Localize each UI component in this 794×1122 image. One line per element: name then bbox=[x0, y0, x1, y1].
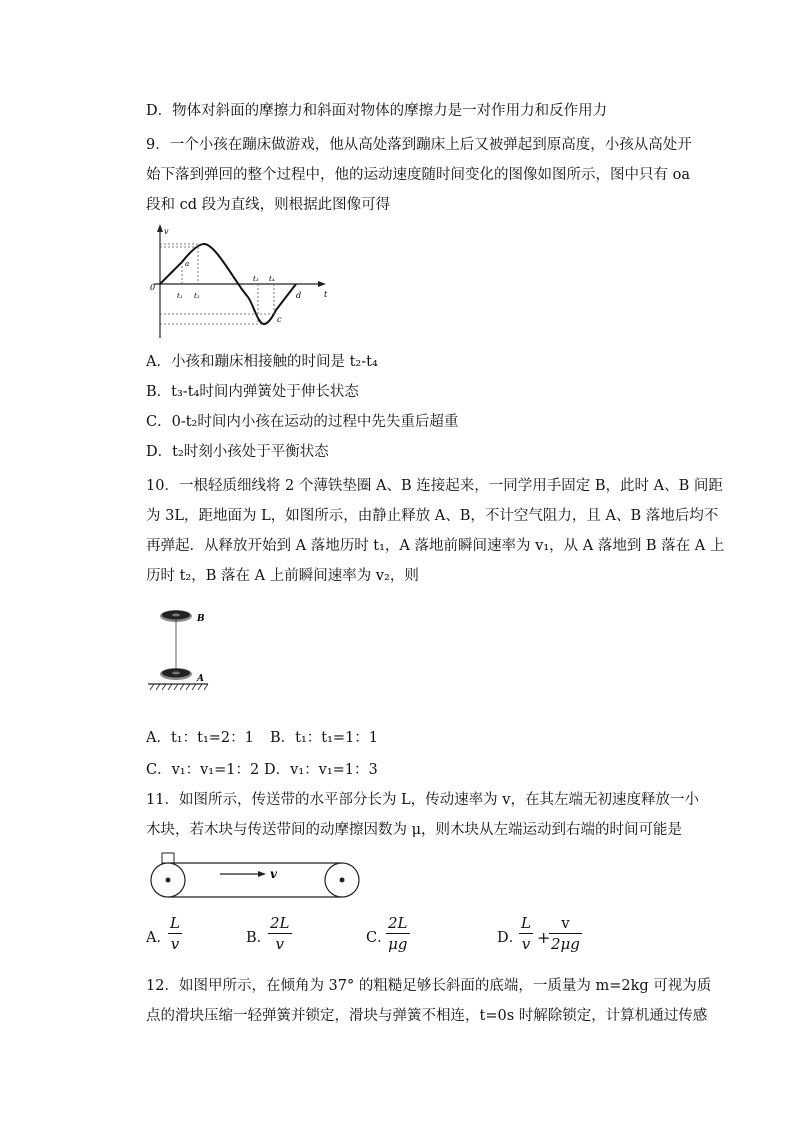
graph-label-d: d bbox=[296, 291, 302, 300]
q11-label-a: A． bbox=[146, 930, 171, 946]
q10-option-c: C．v₁：v₁=1：2 bbox=[146, 762, 260, 778]
q10-washers-figure bbox=[146, 598, 226, 708]
q11-label-c: C． bbox=[366, 930, 392, 946]
q9-option-c: C．0-t₂时间内小孩在运动的过程中先失重后超重 bbox=[146, 414, 459, 430]
fraction-numerator: 2L bbox=[388, 914, 408, 932]
q11-option-b-fraction bbox=[268, 914, 292, 953]
fraction-denominator: μg bbox=[388, 935, 408, 953]
fraction-numerator: L bbox=[170, 914, 180, 932]
graph-label-v: v bbox=[164, 227, 169, 236]
fraction-numerator: L bbox=[521, 914, 531, 932]
q10-option-b: B．t₁：t₁=1：1 bbox=[270, 730, 379, 746]
q11-stem-line2: 木块，若木块与传送带间的动摩擦因数为 μ，则木块从左端运动到右端的时间可能是 bbox=[146, 822, 683, 838]
q9-vt-graph bbox=[146, 222, 346, 342]
fraction-denominator: v bbox=[170, 935, 180, 953]
q9-option-d: D．t₂时刻小孩处于平衡状态 bbox=[146, 444, 329, 460]
q11-option-d-fraction1 bbox=[519, 914, 533, 953]
q10-stem-line3: 再弹起．从释放开始到 A 落地历时 t₁，A 落地前瞬间速率为 v₁，从 A 落地到 B 落在 A 上 bbox=[146, 538, 725, 554]
q12-stem-line2: 点的滑块压缩一轻弹簧并锁定，滑块与弹簧不相连，t=0s 时解除锁定，计算机通过传感 bbox=[146, 1008, 708, 1024]
q9-stem-line1: 9．一个小孩在蹦床做游戏，他从高处落到蹦床上后又被弹起到原高度，小孩从高处开 bbox=[146, 137, 692, 153]
fraction-denominator: v bbox=[275, 935, 284, 953]
fraction-numerator: 2L bbox=[270, 914, 290, 932]
graph-label-origin: 0 bbox=[150, 283, 156, 292]
q10-option-a: A．t₁：t₁=2：1 bbox=[146, 730, 254, 746]
q9-option-b: B．t₃-t₄时间内弹簧处于伸长状态 bbox=[146, 384, 359, 400]
graph-label-t: t bbox=[324, 290, 328, 299]
q10-stem-line2: 为 3L，距地面为 L，如图所示，由静止释放 A、B，不计空气阻力，且 A、B 落地后均不 bbox=[146, 508, 719, 524]
q10-stem-line4: 历时 t₂，B 落在 A 上前瞬间速率为 v₂，则 bbox=[146, 568, 419, 584]
washer-label-b: B bbox=[197, 614, 205, 624]
graph-label-t2: t₂ bbox=[194, 292, 200, 300]
q8-option-d: D．物体对斜面的摩擦力和斜面对物体的摩擦力是一对作用力和反作用力 bbox=[146, 103, 608, 119]
q11-option-c-fraction bbox=[386, 914, 410, 953]
q11-option-d-plus: + bbox=[537, 928, 551, 947]
fraction-denominator: v bbox=[521, 935, 531, 953]
q11-label-b: B． bbox=[246, 930, 272, 946]
graph-label-c: c bbox=[277, 315, 282, 324]
q11-label-d: D． bbox=[497, 930, 524, 946]
q11-option-d-fraction2 bbox=[549, 914, 582, 953]
q9-stem-line2: 始下落到弹回的整个过程中，他的运动速度随时间变化的图像如图所示，图中只有 oa bbox=[146, 167, 690, 183]
fraction-denominator: 2μg bbox=[551, 935, 580, 953]
q10-stem-line1: 10．一根轻质细线将 2 个薄铁垫圈 A、B 连接起来，一同学用手固定 B，此时 A、B 间距 bbox=[146, 478, 723, 494]
graph-label-a: a bbox=[185, 260, 190, 268]
q9-stem-line3: 段和 cd 段为直线，则根据此图像可得 bbox=[146, 197, 391, 213]
washer-label-a: A bbox=[197, 674, 204, 684]
q9-option-a: A．小孩和蹦床相接触的时间是 t₂-t₄ bbox=[146, 354, 378, 370]
q12-stem-line1: 12．如图甲所示，在倾角为 37° 的粗糙足够长斜面的底端，一质量为 m=2kg 可视为质 bbox=[146, 978, 712, 994]
fraction-numerator: v bbox=[561, 914, 570, 932]
belt-speed-label: v bbox=[270, 867, 277, 881]
q10-option-d: D．v₁：v₁=1：3 bbox=[264, 762, 378, 778]
graph-label-t4: t₄ bbox=[269, 275, 275, 283]
q11-option-a-fraction bbox=[168, 914, 182, 953]
q11-stem-line1: 11．如图所示，传送带的水平部分长为 L，传动速率为 v，在其左端无初速度释放一小 bbox=[146, 792, 699, 808]
q11-conveyor-figure bbox=[148, 850, 364, 900]
graph-label-t3: t₃ bbox=[253, 275, 259, 283]
graph-label-t1: t₁ bbox=[177, 292, 183, 300]
